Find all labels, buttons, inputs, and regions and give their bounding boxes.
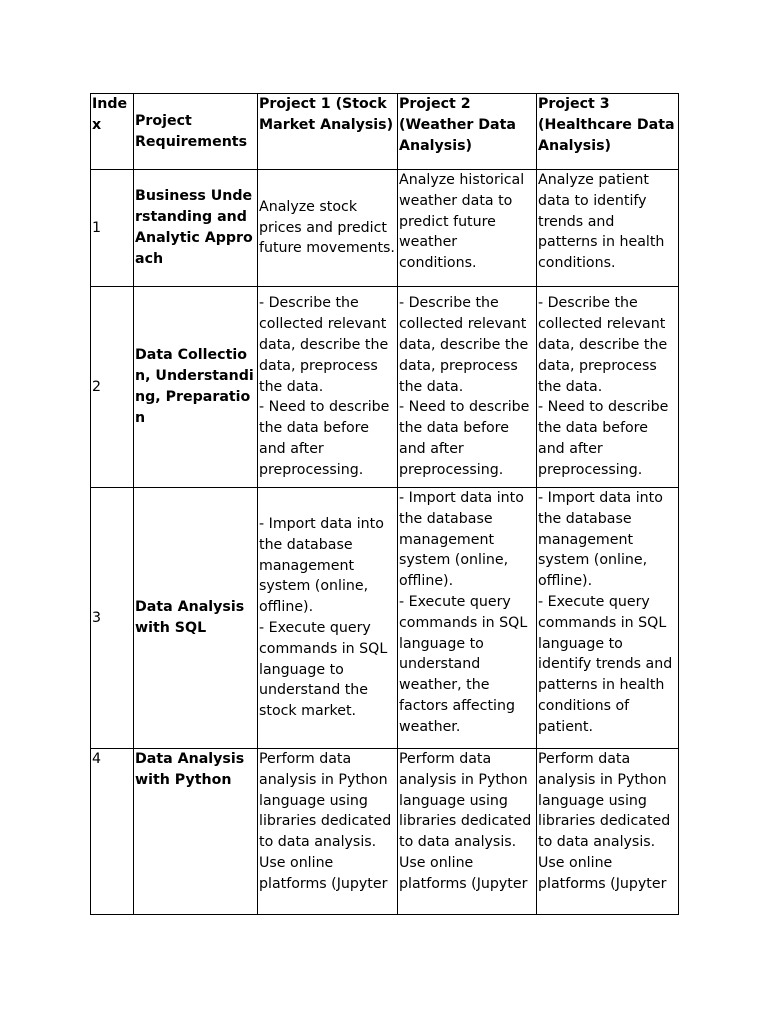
project-requirements-table: [90, 93, 679, 915]
cell-line: - Need to describe the data before and after preprocessing.: [399, 399, 530, 478]
table-row: [91, 488, 679, 749]
project-2-cell: [398, 170, 537, 287]
row-requirement: Data Analysis with SQL: [134, 488, 258, 749]
project-1-cell: [258, 749, 398, 915]
project-3-cell: [537, 170, 679, 287]
project-3-cell: [537, 287, 679, 488]
row-index: 3: [91, 488, 134, 749]
project-2-cell: [398, 488, 537, 749]
row-index: 4: [91, 749, 134, 915]
row-index: 1: [91, 170, 134, 287]
cell-line: Perform data analysis in Python language using libraries dedicated to data analysis.: [399, 751, 532, 851]
project-2-cell: [398, 287, 537, 488]
cell-line: - Need to describe the data before and after preprocessing.: [259, 399, 390, 478]
project-3-cell: [537, 749, 679, 915]
cell-line: Perform data analysis in Python language using libraries dedicated to data analysis.: [259, 751, 392, 851]
header-project-3: Project 3 (Healthcare Data Analysis): [537, 94, 679, 170]
cell-line: - Describe the collected relevant data, describe the data, preprocess the data.: [538, 295, 668, 395]
cell-line: - Describe the collected relevant data, describe the data, preprocess the data.: [399, 295, 529, 395]
cell-line: Perform data analysis in Python language using libraries dedicated to data analysis.: [538, 751, 671, 851]
cell-line: Use online platforms (Jupyter: [399, 854, 528, 892]
table-row: [91, 749, 679, 915]
cell-line: Use online platforms (Jupyter: [259, 854, 388, 892]
header-project-2: Project 2 (Weather Data Analysis): [398, 94, 537, 170]
cell-line: Analyze patient data to identify trends and patterns in health conditions.: [538, 172, 665, 272]
project-1-cell: [258, 170, 398, 287]
row-requirement: Data Collection, Understanding, Preparation: [134, 287, 258, 488]
project-2-cell: [398, 749, 537, 915]
cell-line: Analyze stock prices and predict future movements.: [259, 198, 395, 257]
cell-line: - Need to describe the data before and after preprocessing.: [538, 399, 669, 478]
cell-line: - Describe the collected relevant data, describe the data, preprocess the data.: [259, 295, 389, 395]
project-3-cell: [537, 488, 679, 749]
header-index: Index: [91, 94, 134, 170]
cell-line: - Import data into the database management system (online, offline).: [259, 516, 384, 616]
table-header-row: [91, 94, 679, 170]
row-requirement: Business Understanding and Analytic Approach: [134, 170, 258, 287]
cell-line: - Execute query commands in SQL language to understand the stock market.: [259, 620, 388, 720]
table-row: [91, 287, 679, 488]
cell-line: Analyze historical weather data to predict future weather conditions.: [399, 172, 525, 272]
table-row: [91, 170, 679, 287]
cell-line: Use online platforms (Jupyter: [538, 854, 667, 892]
project-1-cell: [258, 488, 398, 749]
cell-line: - Import data into the database management system (online, offline).: [399, 490, 524, 590]
cell-line: - Execute query commands in SQL language to identify trends and patterns in health conditions of patient.: [538, 593, 673, 735]
cell-line: - Execute query commands in SQL language to understand weather, the factors affecting weather.: [399, 593, 528, 735]
row-index: 2: [91, 287, 134, 488]
project-1-cell: [258, 287, 398, 488]
row-requirement: Data Analysis with Python: [134, 749, 258, 915]
cell-line: - Import data into the database management system (online, offline).: [538, 490, 663, 590]
header-project-requirements: Project Requirements: [134, 94, 258, 170]
header-project-1: Project 1 (Stock Market Analysis): [258, 94, 398, 170]
